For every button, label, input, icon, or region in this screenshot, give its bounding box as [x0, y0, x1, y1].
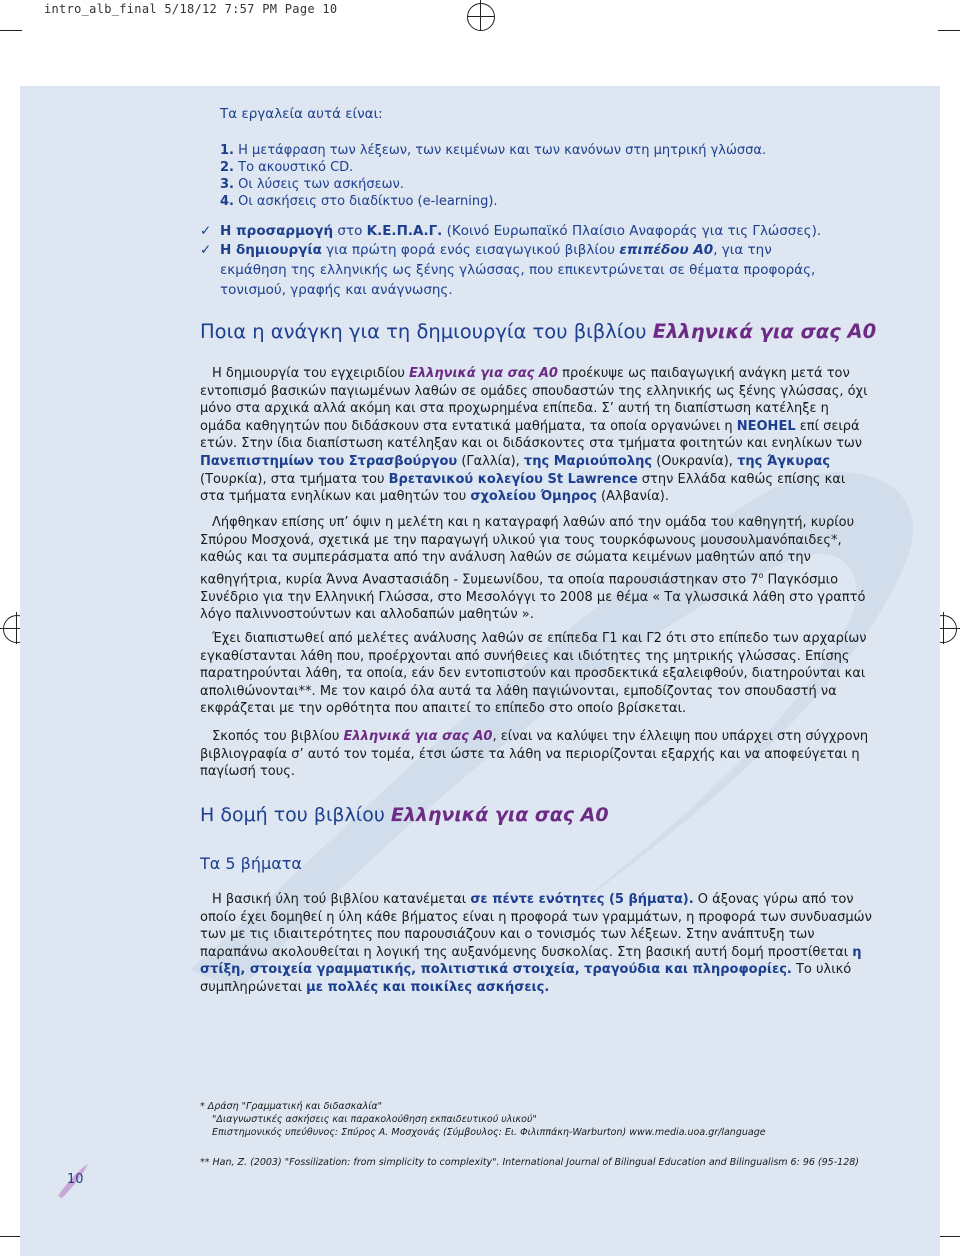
- check-item-adaptation: ✓ Η προσαρμογή στο Κ.Ε.Π.Α.Γ. (Κοινό Ευρωπαϊκό Πλαίσιο Αναφοράς για τις Γλώσσες).: [200, 223, 822, 239]
- list-item: 1. Η μετάφραση των λέξεων, των κειμένων και των κανόνων στη μητρική γλώσσα.: [220, 143, 767, 158]
- section-heading-steps: Τα 5 βήματα: [200, 854, 302, 873]
- paragraph-purpose: Σκοπός του βιβλίου Ελληνικά για σας Α0, είναι να καλύψει την έλλειψη που υπάρχει στη σύγχρονη βιβλιογραφία σ’ αυτό τον τομέα, έτσι ώστε τα λάθη να περιορίζονται εξαρχής και να αποφεύγεται η παγίωσή τους.: [200, 729, 869, 780]
- footnote-1: * Δράση "Γραμματική και διδασκαλία" "Διαγνωστικές ασκήσεις και παρακολούθηση εκπαιδευτικού υλικού" Επιστημονικός υπεύθυνος: Σπύρος Α. Μοσχονάς (Σύμβουλος: Ει. Φιλιππάκη-Warburton) www.media.uoa.gr/language: [200, 1101, 766, 1138]
- checkmark-icon: ✓: [200, 242, 212, 258]
- paragraph-steps: Η βασική ύλη τού βιβλίου κατανέμεται σε πέντε ενότητες (5 βήματα). Ο άξονας γύρω από τον οποίο έχει δομηθεί η ύλη κάθε βήματος είναι η προφορά των γραμμάτων, η προφορά των συνδυασμών των με τις ιδιαιτερότητες που παρουσιάζουν και ο τονισμός των λέξεων. Στην ανάπτυξη των παραπάνω ακολουθείται η λογική της αυξανόμενης δυσκολίας. Στη βασική αυτή δομή προστίθεται η στίξη, στοιχεία γραμματικής, πολιτιστικά στοιχεία, τραγούδια και πληροφορίες. Το υλικό συμπληρώνεται με πολλές και ποικίλες ασκήσεις.: [200, 892, 872, 995]
- print-slug: intro_alb_final 5/18/12 7:57 PM Page 10: [44, 2, 338, 16]
- paragraph-studies: Λήφθηκαν επίσης υπ’ όψιν η μελέτη και η καταγραφή λαθών από την ομάδα του καθηγητή, κυρίου Σπύρου Μοσχονά, σχετικά με την παραγωγή υλικού για τους τουρκόφωνους μουσουλμανόπαιδες*, καθώς και τα συμπεράσματα από την ανάλυση λαθών σε σώματα κειμένων μαθητών από την καθηγήτρια, κυρία Άννα Αναστασιάδη - Συμεωνίδου, τα οποία παρουσιάστηκαν στο $7^o$ Παγκόσμιο Συνέδριο για την Ελληνική Γλώσσα, στο Μεσολόγγι το 2008 με θέμα « Τα γλωσσικά λάθη στο γραπτό λόγο παλιννοστούντων και αλλοδαπών μαθητών ».: [200, 515, 866, 623]
- check-item-creation: ✓ Η δημιουργία για πρώτη φορά ενός εισαγωγικού βιβλίου επιπέδου Α0, για την εκμάθηση της ελληνικής ως ξένης γλώσσας, που επικεντρώνεται σε θέματα προφοράς, τονισμού, γραφής και ανάγνωσης.: [200, 242, 816, 298]
- checkmark-icon: ✓: [200, 223, 212, 239]
- footnote-2: ** Han, Z. (2003) "Fossilization: from simplicity to complexity". International Journal of Bilingual Education and Bilingualism 6: 96 (95-128): [200, 1157, 859, 1168]
- page-number: 10: [67, 1172, 84, 1187]
- tools-list: [220, 142, 766, 210]
- paragraph-errors: Έχει διαπιστωθεί από μελέτες ανάλυσης λαθών σε επίπεδα Γ1 και Γ2 ότι στο επίπεδο των αρχαρίων εγκαθίστανται λάθη που, προέρχονται από συνήθειες και ιδιότητες της μητρικής γλώσσας. Επίσης παρατηρούνται λάθη, τα οποία, εάν δεν εντοπιστούν και προσδεκτικά εξαλειφθούν, διατηρούνται και απολιθώνονται**. Με τον καιρό όλα αυτά τα λάθη παγιώνονται, εμποδίζοντας τον σπουδαστή να εκφράζεται με την ορθότητα που απαιτεί το επίπεδο στο οποίο βρίσκεται.: [200, 631, 867, 717]
- list-item: 4. Οι ασκήσεις στο διαδίκτυο (e-learning).: [220, 194, 498, 209]
- list-item: 3. Οι λύσεις των ασκήσεων.: [220, 177, 404, 192]
- section-heading-structure: Η δομή του βιβλίου Ελληνικά για σας Α0: [200, 804, 609, 826]
- tools-title: Τα εργαλεία αυτά είναι:: [220, 106, 383, 122]
- section-heading-need: Ποια η ανάγκη για τη δημιουργία του βιβλίου Ελληνικά για σας Α0: [200, 320, 877, 343]
- paragraph-need: Η δημιουργία του εγχειριδίου Ελληνικά για σας Α0 προέκυψε ως παιδαγωγική ανάγκη μετά τον εντοπισμό βασικών παγιωμένων λαθών σε ομάδες σπουδαστών της ελληνικής ως ξένης γλώσσας, όχι μόνο στα αρχικά αλλά ακόμη και στα προχωρημένα επίπεδα. Σ’ αυτή τη διαπίστωση κατέληξε η ομάδα καθηγητών που διδάσκουν στα εντατικά μαθήματα, τα οποία οργανώνει η ΝΕΟΗΕL επί σειρά ετών. Στην ίδια διαπίστωση κατέληξαν και οι διδάσκοντες στα τμήματα φοιτητών και ενηλίκων των Πανεπιστημίων του Στρασβούργου (Γαλλία), της Μαριούπολης (Ουκρανία), της Άγκυρας (Τουρκία), στα τμήματα του Βρετανικού κολεγίου St Lawrence στην Ελλάδα καθώς επίσης και στα τμήματα ενηλίκων και μαθητών του σχολείου Όμηρος (Αλβανία).: [200, 366, 868, 505]
- list-item: 2. Το ακουστικό CD.: [220, 160, 354, 175]
